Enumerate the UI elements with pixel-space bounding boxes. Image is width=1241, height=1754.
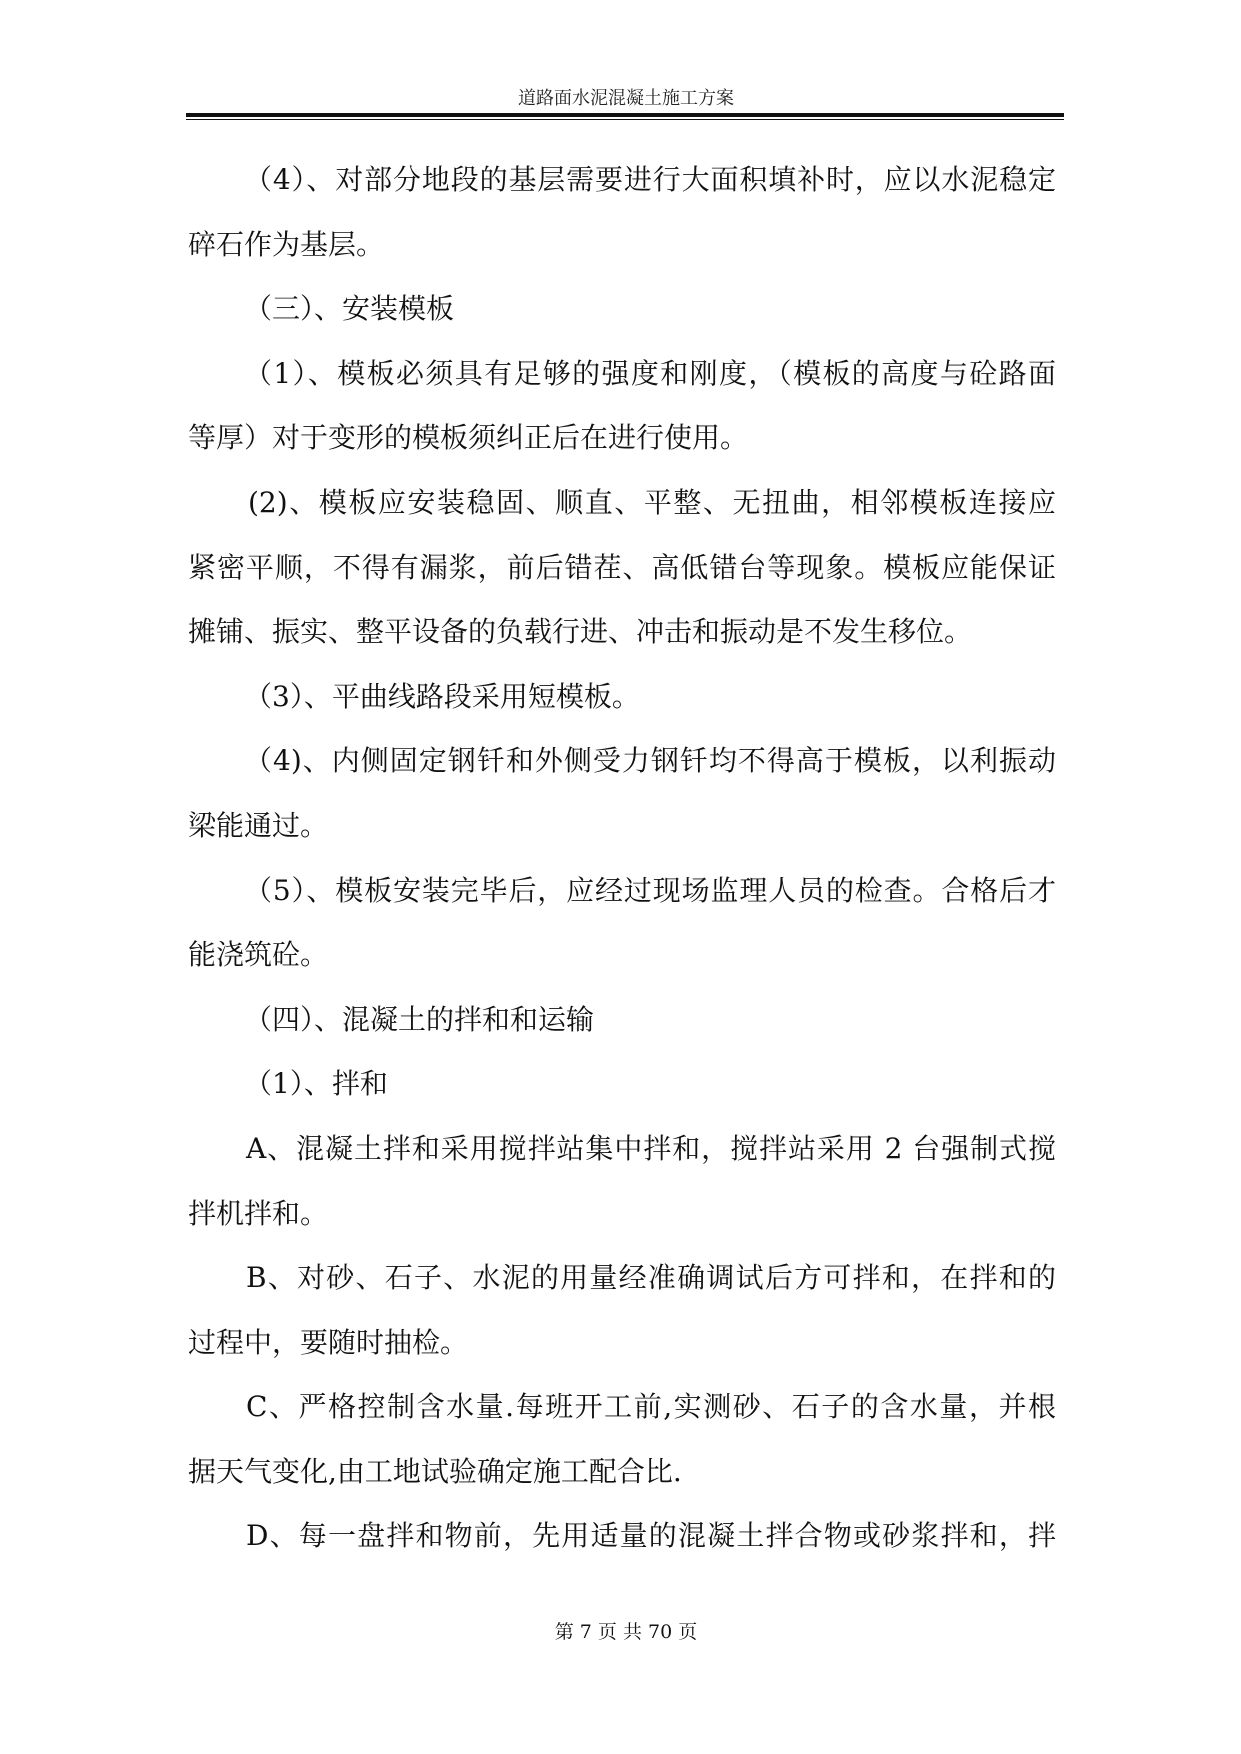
body-line: 摊铺、振实、整平设备的负载行进、冲击和振动是不发生移位。 [188,615,973,649]
body-line: 梁能通过。 [188,808,329,842]
body-line: A、混凝土拌和采用搅拌站集中拌和，搅拌站采用 2 台强制式搅 [246,1131,1056,1165]
body-line: 拌机拌和。 [188,1196,329,1230]
header-rule-thick [186,113,1064,117]
body-line: 紧密平顺，不得有漏浆，前后错茬、高低错台等现象。模板应能保证 [188,550,1056,584]
body-line: 能浇筑砼。 [188,938,329,972]
body-line: （4）、对部分地段的基层需要进行大面积填补时，应以水泥稳定 [244,163,1056,196]
body-line: （3）、平曲线路段采用短模板。 [244,679,640,713]
body-line: B、对砂、石子、水泥的用量经准确调试后方可拌和，在拌和的 [246,1261,1056,1295]
body-line: 碎石作为基层。 [188,227,385,261]
body-line: 等厚）对于变形的模板须纠正后在进行使用。 [188,421,749,455]
body-line: （5）、模板安装完毕后，应经过现场监理人员的检查。合格后才 [244,873,1056,907]
section-heading: （三）、安装模板 [244,292,455,326]
body-line: 据天气变化,由工地试验确定施工配合比. [188,1454,682,1488]
section-heading: （四）、混凝土的拌和和运输 [244,1002,595,1036]
running-header-title: 道路面水泥混凝土施工方案 [518,88,734,109]
body-line: （4)、内侧固定钢钎和外侧受力钢钎均不得高于模板，以利振动 [244,744,1056,778]
body-line: （1）、模板必须具有足够的强度和刚度，（模板的高度与砼路面 [244,356,1056,390]
body-line: D、每一盘拌和物前，先用适量的混凝土拌合物或砂浆拌和，拌 [246,1519,1056,1553]
subsection-heading: （1）、拌和 [244,1067,388,1101]
document-body [188,157,1056,1578]
page-number-footer: 第 7 页 共 70 页 [554,1621,698,1643]
body-line: (2)、模板应安装稳固、顺直、平整、无扭曲，相邻模板连接应 [248,485,1056,519]
header-rule-thin [186,119,1064,120]
body-line: 过程中，要随时抽检。 [188,1325,469,1359]
body-line: C、严格控制含水量.每班开工前,实测砂、石子的含水量，并根 [246,1390,1056,1424]
